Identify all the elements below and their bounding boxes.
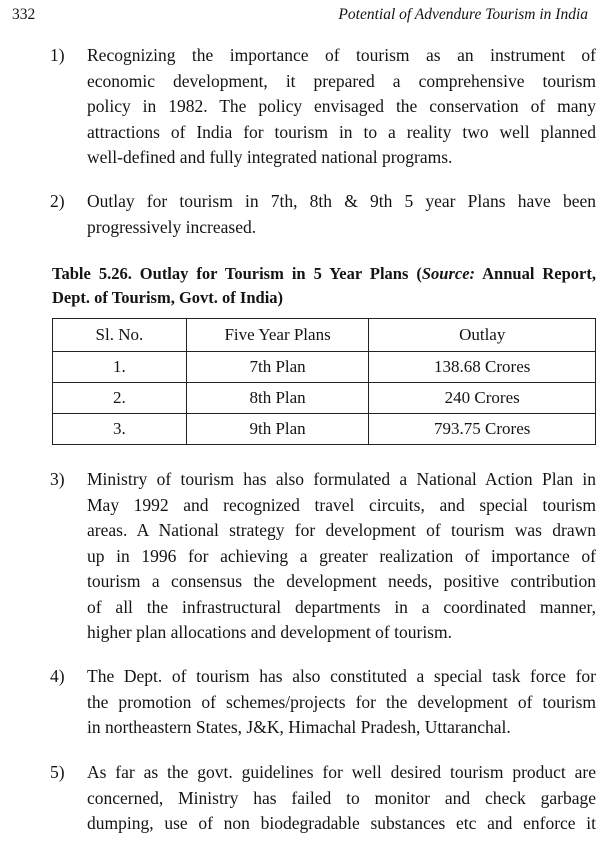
text-line: of all the infrastructural departments in a coordinated manner,	[87, 596, 596, 617]
list-item-5	[50, 760, 596, 837]
list-text	[87, 467, 596, 646]
source-label: Source:	[421, 264, 476, 283]
text-line: higher plan allocations and development of tourism.	[87, 622, 452, 642]
text-line: well-defined and fully integrated national programs.	[87, 147, 453, 167]
table-cell: 240 Crores	[369, 383, 596, 414]
list-item-3	[50, 467, 596, 646]
caption-line-1: Table 5.26. Outlay for Tourism in 5 Year Plans (Source: Annual Report,	[52, 264, 597, 283]
text-line: tourism a consensus the development needs, positive contribution	[87, 571, 596, 591]
text-line: in northeastern States, J&K, Himachal Pradesh, Uttaranchal.	[87, 717, 511, 737]
text-line: Ministry of tourism has also formulated a National Action Plan in	[87, 469, 596, 489]
text-line: up in 1996 for achieving a greater realization of importance of	[87, 545, 596, 566]
table-cell: 7th Plan	[186, 352, 369, 383]
column-header: Sl. No.	[53, 319, 187, 352]
list-number: 3)	[50, 469, 65, 489]
table-row	[53, 352, 596, 383]
list-text	[87, 189, 596, 240]
text-line: The Dept. of tourism has also constituted a special task force for	[87, 666, 596, 686]
list-item-4	[50, 664, 596, 741]
table-cell: 138.68 Crores	[369, 352, 596, 383]
outlay-table	[52, 318, 596, 445]
table-cell: 1.	[53, 352, 187, 383]
table-cell: 793.75 Crores	[369, 414, 596, 445]
text-line: areas. A National strategy for development of tourism was drawn	[87, 520, 596, 540]
text-line: May 1992 and recognized travel circuits, and special tourism	[87, 494, 596, 515]
text-line: As far as the govt. guidelines for well desired tourism product are	[87, 762, 596, 782]
text-line: policy in 1982. The policy envisaged the conservation of many	[87, 96, 596, 116]
list-number: 4)	[50, 666, 65, 686]
table-cell: 9th Plan	[186, 414, 369, 445]
text-line: concerned, Ministry has failed to monitor and check garbage	[87, 787, 596, 808]
text-line: dumping, use of non biodegradable substances etc and enforce it	[87, 813, 596, 833]
list-item-2	[50, 189, 596, 240]
list-number: 5)	[50, 762, 65, 782]
list-item-1	[50, 43, 596, 171]
text-line: attractions of India for tourism in to a reality two well planned	[87, 121, 596, 142]
list-number: 2)	[50, 191, 65, 211]
caption-line-2: Dept. of Tourism, Govt. of India)	[52, 288, 284, 307]
table-cell: 3.	[53, 414, 187, 445]
text-line: economic development, it prepared a comprehensive tourism	[87, 70, 596, 91]
column-header: Outlay	[369, 319, 596, 352]
running-title: Potential of Advendure Tourism in India	[338, 6, 588, 23]
list-text	[87, 760, 596, 837]
text-line: Outlay for tourism in 7th, 8th & 9th 5 year Plans have been	[87, 191, 596, 211]
table-row	[53, 414, 596, 445]
text-line: Recognizing the importance of tourism as an instrument of	[87, 45, 596, 65]
list-text	[87, 43, 596, 171]
list-number: 1)	[50, 45, 65, 65]
page-number: 332	[12, 6, 36, 23]
text-line: progressively increased.	[87, 216, 257, 237]
list-text	[87, 664, 596, 741]
table-cell: 2.	[53, 383, 187, 414]
page-header	[12, 6, 588, 28]
text-line: the promotion of schemes/projects for the development of tourism	[87, 691, 596, 712]
table-cell: 8th Plan	[186, 383, 369, 414]
table-header-row	[53, 319, 596, 352]
table-caption	[52, 262, 596, 310]
table-row	[53, 383, 596, 414]
column-header: Five Year Plans	[186, 319, 369, 352]
